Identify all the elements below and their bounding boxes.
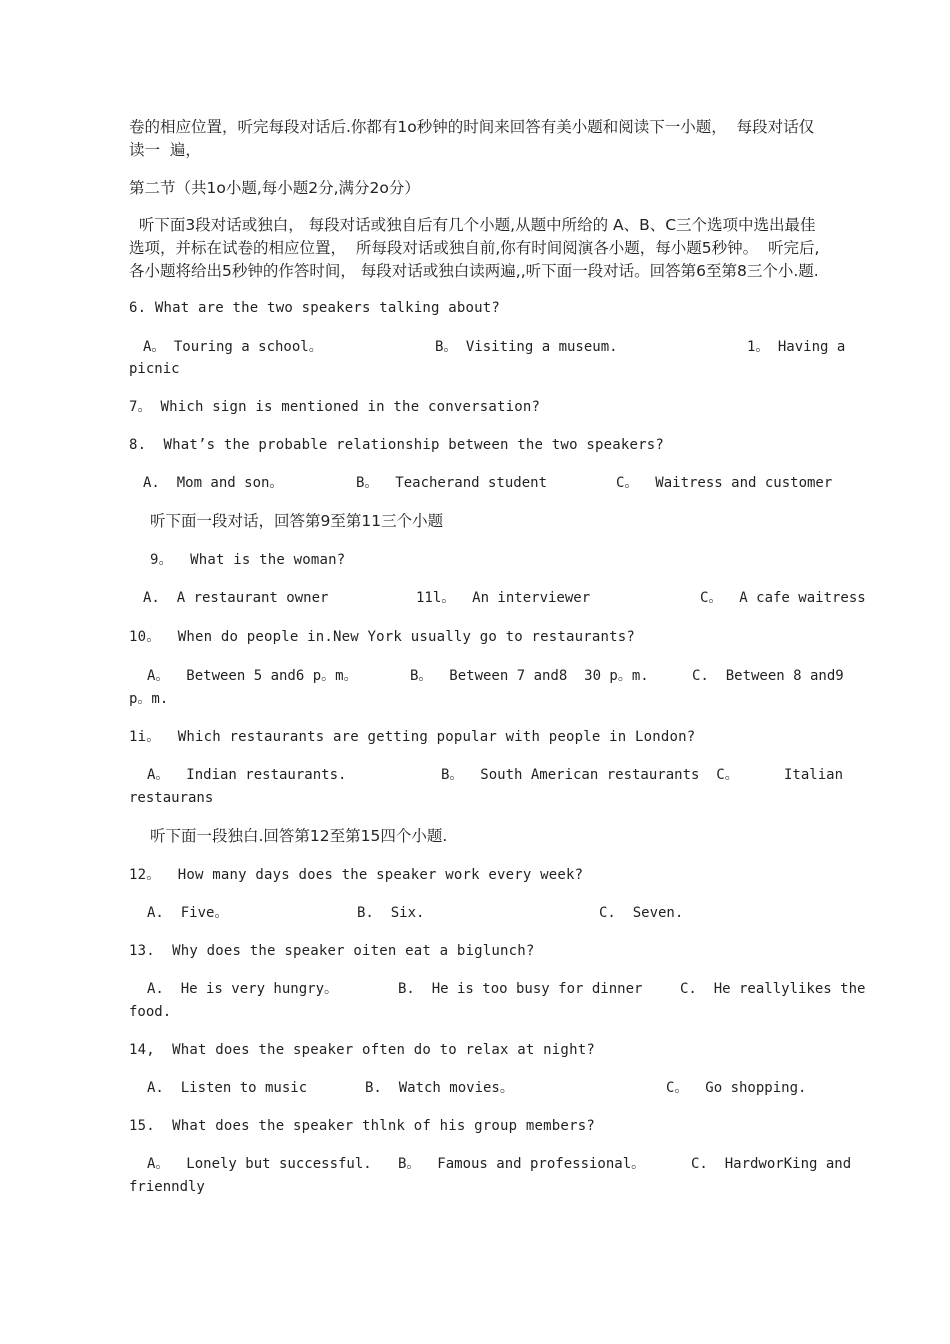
- question-10-option-a: A。 Between 5 and6 p。m。: [147, 668, 358, 684]
- question-9: 9。 What is the woman?: [150, 552, 346, 568]
- question-8-option-c: C。 Waitress and customer: [616, 475, 833, 491]
- section-instructions-3: 各小题将给出5秒钟的作答时间， 每段对话或独白读两遍,,听下面一段对话。回答第6至第8三个小.题.: [129, 262, 819, 280]
- question-15-option-c: C. HardworKing and: [691, 1156, 852, 1172]
- question-15-option-b: B。 Famous and professional。: [398, 1156, 646, 1172]
- question-9-option-a: A. A restaurant owner: [143, 590, 329, 606]
- question-6-option-c: 1。 Having a: [747, 339, 846, 355]
- question-13: 13. Why does the speaker oiten eat a biglunch?: [129, 943, 535, 959]
- question-13-option-c: C. He reallylikes the: [680, 981, 866, 997]
- question-6-option-a: A。 Touring a school。: [143, 339, 323, 355]
- question-12-option-c: C. Seven.: [599, 905, 684, 921]
- question-8: 8. What’s the probable relationship between the two speakers?: [129, 437, 664, 453]
- monologue-intro-12-15: 听下面一段独白.回答第12至第15四个小题.: [150, 827, 448, 845]
- section-heading: 第二节（共1o小题,每小题2分,满分2o分）: [129, 179, 420, 197]
- question-6: 6. What are the two speakers talking about?: [129, 300, 501, 316]
- question-10-option-b: B。 Between 7 and8 30 p。m.: [410, 668, 649, 684]
- intro-line-1: 卷的相应位置，听完每段对话后.你都有1o秒钟的时间来回答有美小题和阅读下一小题， 每段对话仅: [129, 118, 815, 136]
- question-6-option-b: B。 Visiting a museum.: [435, 339, 618, 355]
- question-11-option-a: A。 Indian restaurants.: [147, 767, 347, 783]
- question-9-option-b: 11l。 An interviewer: [416, 590, 591, 606]
- question-14-option-b: B. Watch movies。: [365, 1080, 514, 1096]
- question-14: 14, What does the speaker often do to relax at night?: [129, 1042, 595, 1058]
- question-14-option-c: C。 Go shopping.: [666, 1080, 807, 1096]
- question-8-option-b: B。 Teacherand student: [356, 475, 548, 491]
- question-12: 12。 How many days does the speaker work every week?: [129, 867, 584, 883]
- question-14-option-a: A. Listen to music: [147, 1080, 308, 1096]
- question-10: 10。 When do people in.New York usually go to restaurants?: [129, 629, 636, 645]
- question-11-option-b: B。 South American restaurants C。: [441, 767, 739, 783]
- question-13-option-c-cont: food.: [129, 1004, 172, 1020]
- question-9-option-c: C。 A cafe waitress: [700, 590, 866, 606]
- dialogue-intro-9-11: 听下面一段对话，回答第9至第11三个小题: [150, 512, 444, 530]
- section-instructions-1: 听下面3段对话或独白， 每段对话或独自后有几个小题,从题中所给的 A、B、C三个选项中选出最佳: [129, 216, 816, 234]
- question-10-option-c: C. Between 8 and9: [692, 668, 844, 684]
- question-7: 7。 Which sign is mentioned in the conversation?: [129, 399, 541, 415]
- question-11-option-c-cont: restaurans: [129, 790, 214, 806]
- question-12-option-a: A. Five。: [147, 905, 229, 921]
- question-15-option-c-cont: frienndly: [129, 1179, 205, 1195]
- question-10-option-c-cont: p。m.: [129, 691, 169, 707]
- question-6-option-c-cont: picnic: [129, 361, 180, 377]
- question-8-option-a: A. Mom and son。: [143, 475, 284, 491]
- intro-line-2: 读一 遍，: [129, 141, 201, 159]
- question-15: 15. What does the speaker thlnk of his group members?: [129, 1118, 595, 1134]
- question-11: 1i。 Which restaurants are getting popular with people in London?: [129, 729, 696, 745]
- question-15-option-a: A。 Lonely but successful.: [147, 1156, 372, 1172]
- question-13-option-a: A. He is very hungry。: [147, 981, 339, 997]
- question-13-option-b: B. He is too busy for dinner: [398, 981, 643, 997]
- question-12-option-b: B. Six.: [357, 905, 425, 921]
- question-11-option-c: Italian: [784, 767, 844, 783]
- section-instructions-2: 选项，并标在试卷的相应位置， 所每段对话或独自前,你有时间阅演各小题，每小题5秒钟。 听完后,: [129, 239, 820, 257]
